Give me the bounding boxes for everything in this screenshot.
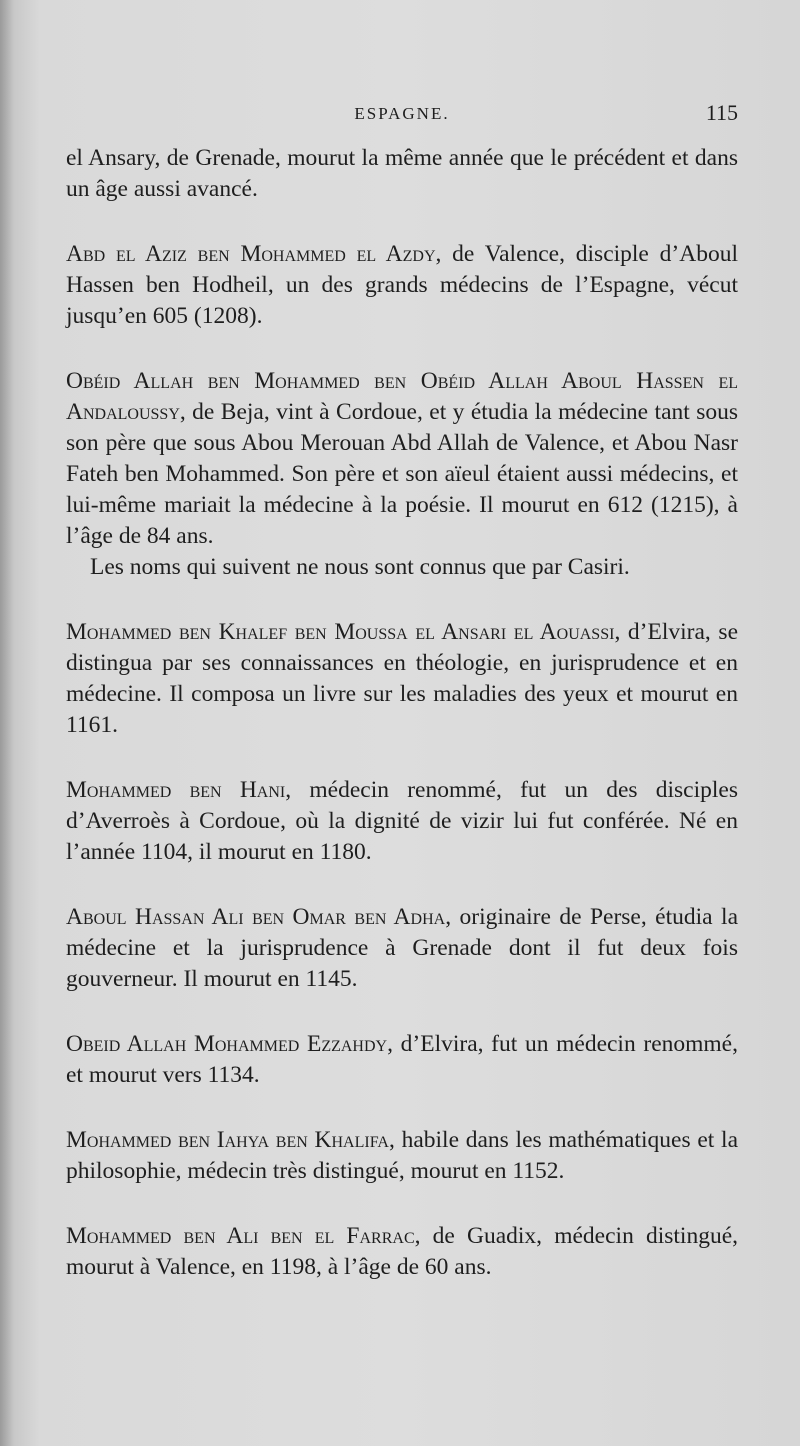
entry-text: , d’Elvira, fut un médecin renommé, et mourut vers 1134. bbox=[66, 1031, 738, 1088]
entry-name: Obeid Allah Mohammed Ezzahdy bbox=[66, 1031, 388, 1057]
running-title: ESPAGNE. bbox=[354, 104, 450, 123]
entry-text: , habile dans les mathématiques et la philosophie, médecin très distingué, mourut en 1152. bbox=[66, 1127, 739, 1184]
entry-name: Mohammed ben Iahya ben Khalifa bbox=[66, 1127, 389, 1153]
entry-obeid-allah-ezzahdy bbox=[66, 1029, 738, 1091]
entry-mohammed-ben-iahya bbox=[66, 1125, 738, 1187]
casiri-note bbox=[66, 552, 738, 583]
entry-abd-el-aziz bbox=[66, 239, 738, 332]
entry-name: Obéid Allah ben Mohammed ben Obéid Allah Aboul Hassen el Andaloussy bbox=[66, 368, 738, 425]
entry-text: , médecin renommé, fut un des disciples d’Averroès à Cordoue, où la dignité de vizir lui fut conférée. Né en l’année 1104, il mourut en 1180. bbox=[66, 777, 739, 865]
entry-text: , originaire de Perse, étudia la médecine et la jurisprudence à Grenade dont il fut deux fois gouverneur. Il mourut en 1145. bbox=[66, 904, 739, 992]
entry-obeid-allah-aboul-hassen bbox=[66, 366, 738, 552]
page-number: 115 bbox=[705, 100, 738, 125]
entry-name: Mohammed ben Hani bbox=[66, 777, 286, 803]
entry-name: Aboul Hassan Ali ben Omar ben Adha bbox=[66, 904, 446, 930]
entry-name: Mohammed ben Khalef ben Moussa el Ansari el Aouassi bbox=[66, 619, 615, 645]
page-body bbox=[66, 143, 738, 1283]
entry-name: Abd el Aziz ben Mohammed el Azdy bbox=[66, 241, 436, 267]
continuation-text: el Ansary, de Grenade, mourut la même année que le précédent et dans un âge aussi avancé. bbox=[66, 145, 738, 202]
entry-text: , de Valence, disciple d’Aboul Hassen ben Hodheil, un des grands médecins de l’Espagne, vécut jusqu’en 605 (1208). bbox=[66, 241, 738, 329]
continuation-paragraph bbox=[66, 143, 738, 205]
entry-text: , de Beja, vint à Cordoue, et y étudia la médecine tant sous son père que sous Abou Merouan Abd Allah de Valence, et Abou Nasr Fateh ben Mohammed. Son père et son aïeul étaient aussi médecins, et lui-même mariait la médecine à la poésie. Il mourut en 612 (1215), à l’âge de 84 ans. bbox=[66, 399, 738, 549]
entry-aboul-hassan-ali bbox=[66, 902, 738, 995]
entry-text: , d’Elvira, se distingua par ses connaissances en théologie, en jurisprudence et en médecine. Il composa un livre sur les maladies des yeux et mourut en 1161. bbox=[66, 619, 738, 738]
page-header bbox=[66, 100, 738, 130]
entry-text: , de Guadix, médecin distingué, mourut à Valence, en 1198, à l’âge de 60 ans. bbox=[66, 1223, 739, 1280]
entry-name: Mohammed ben Ali ben el Farrac bbox=[66, 1223, 415, 1249]
note-text: Les noms qui suivent ne nous sont connus que par Casiri. bbox=[90, 554, 630, 580]
entry-mohammed-ben-khalef bbox=[66, 617, 738, 741]
entry-mohammed-ben-hani bbox=[66, 775, 738, 868]
entry-mohammed-ben-ali bbox=[66, 1221, 738, 1283]
